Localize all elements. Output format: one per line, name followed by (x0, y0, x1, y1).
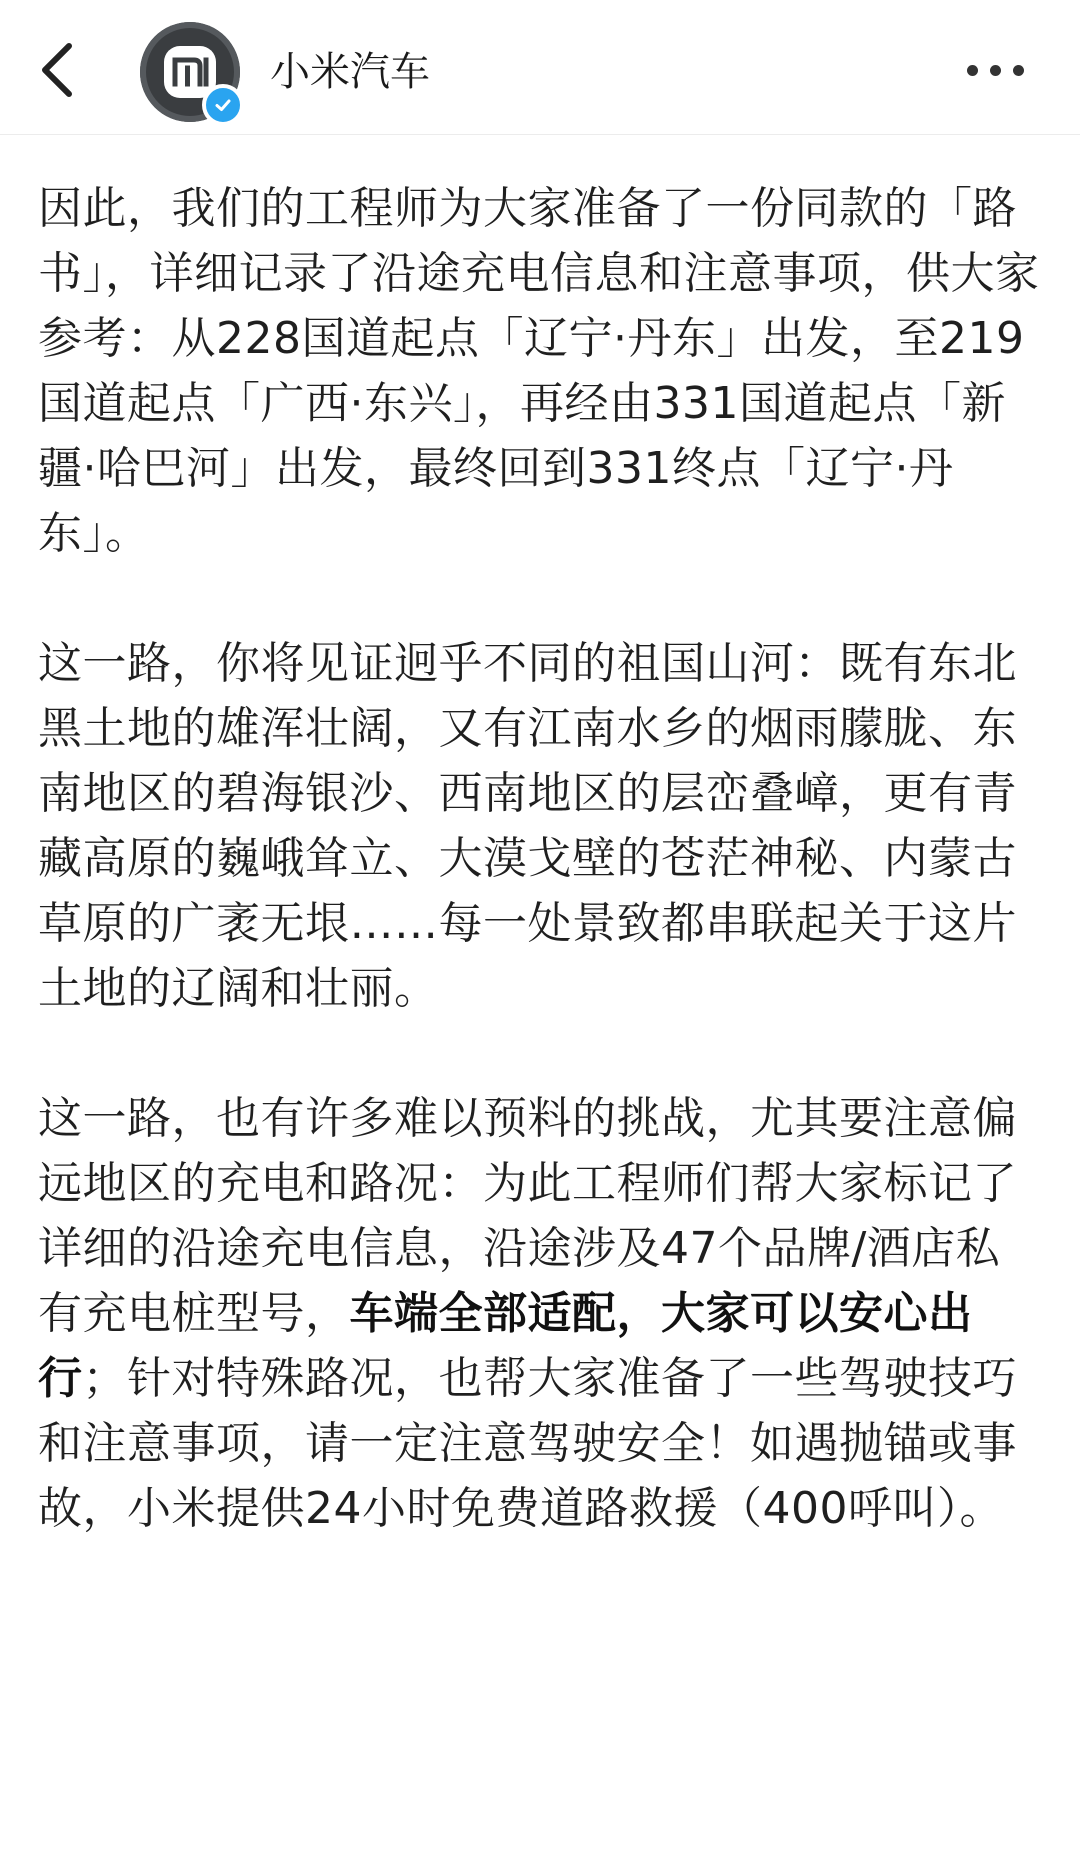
post-body (38, 176, 1042, 1606)
paragraph-3-text-end: ；针对特殊路况，也帮大家准备了一些驾驶技巧和注意事项，请一定注意驾驶安全！如遇抛锚或事故，小米提供24小时免费道路救援（400呼叫）。 (38, 1353, 1017, 1534)
chevron-left-icon (37, 40, 77, 100)
top-bar (0, 0, 1080, 135)
account-name[interactable]: 小米汽车 (270, 49, 430, 95)
avatar[interactable] (140, 22, 240, 122)
verified-check-icon (202, 84, 244, 126)
paragraph-3-bold-text: 车端全部适配，大家可以安心出行 (38, 1288, 973, 1404)
post-paragraph-2: 这一路，你将见证迥乎不同的祖国山河：既有东北黑土地的雄浑壮阔，又有江南水乡的烟雨朦胧、东南地区的碧海银沙、西南地区的层峦叠嶂，更有青藏高原的巍峨耸立、大漠戈壁的苍茫神秘、内蒙古草原的广袤无垠……每一处景致都串联起关于这片土地的辽阔和壮丽。 (38, 638, 1017, 1014)
post-paragraph-1: 因此，我们的工程师为大家准备了一份同款的「路书」，详细记录了沿途充电信息和注意事项，供大家参考：从228国道起点「辽宁·丹东」出发，至219国道起点「广西·东兴」，再经由331国道起点「新疆·哈巴河」出发，最终回到331终点「辽宁·丹东」。 (38, 183, 1040, 559)
more-dot (990, 65, 1001, 76)
paragraph-3-text-start: 这一路，也有许多难以预料的挑战，尤其要注意偏远地区的充电和路况：为此工程师们帮大家标记了详细的沿途充电信息，沿途涉及47个品牌/酒店私有充电桩型号， (38, 1093, 1017, 1339)
more-dot (967, 65, 978, 76)
post-paragraph-3 (38, 1086, 1042, 1541)
back-button[interactable] (22, 30, 92, 110)
more-button[interactable] (950, 50, 1040, 90)
more-dot (1013, 65, 1024, 76)
